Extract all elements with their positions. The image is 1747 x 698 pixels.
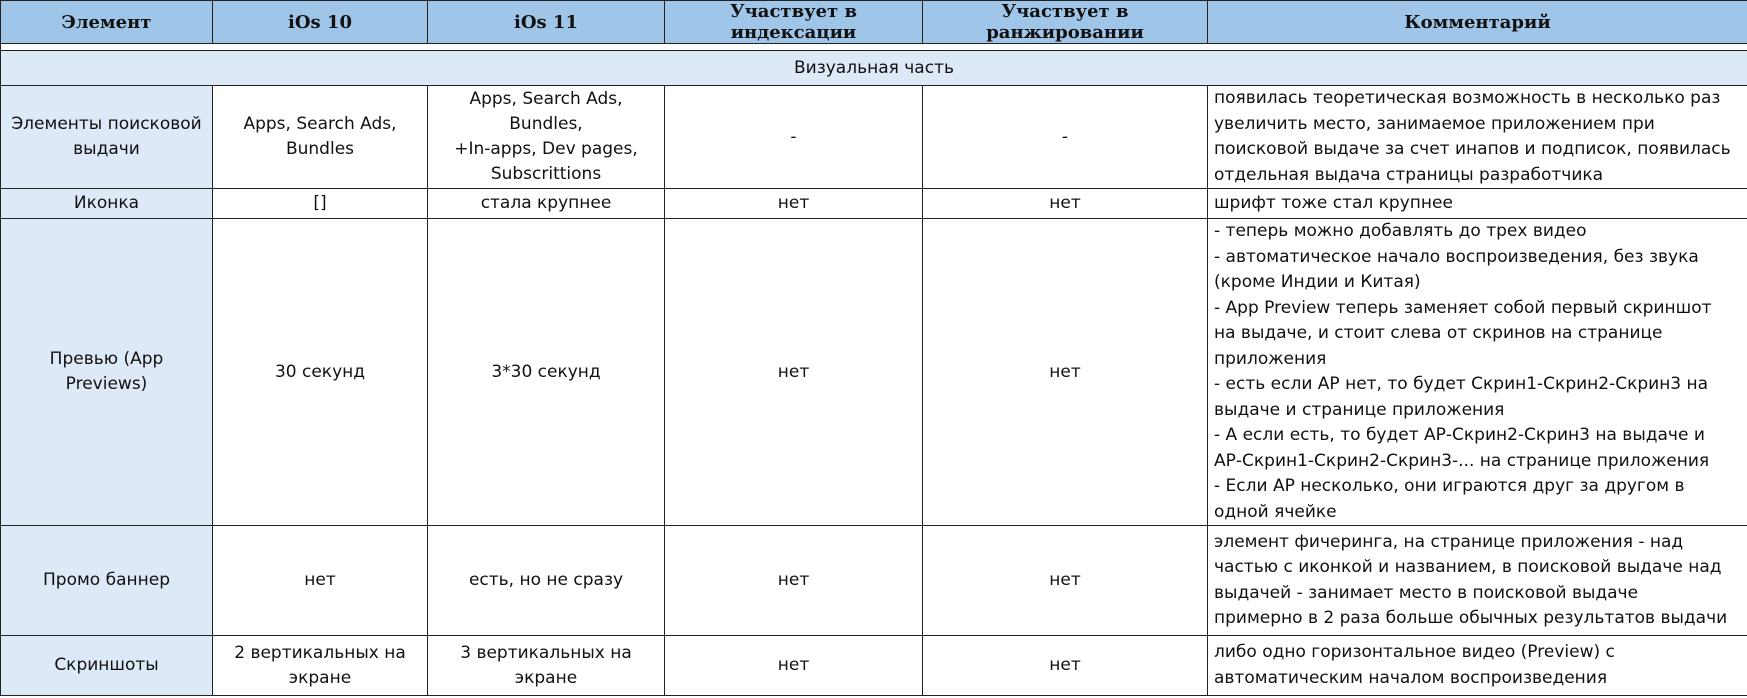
cell-indexing[interactable]: нет <box>665 526 923 636</box>
comment-line: автоматическим началом воспроизведения <box>1214 667 1608 688</box>
comment-line: на выдаче, и стоит слева от скринов на странице <box>1214 323 1663 343</box>
comment-line: отдельная выдача страницы разработчика <box>1214 164 1604 185</box>
column-header-ranking[interactable]: Участвует в ранжировании <box>923 1 1208 44</box>
cell-ranking[interactable]: нет <box>923 526 1208 636</box>
cell-line: Apps, Search Ads, <box>469 89 623 109</box>
comment-line: выдаче и странице приложения <box>1214 399 1505 420</box>
comment-line: - автоматическое начало воспроизведения, без звука <box>1214 246 1699 267</box>
cell-ranking[interactable]: нет <box>923 636 1208 696</box>
table-row <box>1 526 1747 636</box>
cell-element[interactable]: Превью (App Previews) <box>1 219 213 526</box>
cell-line: Subscrittions <box>490 164 602 184</box>
column-header-ios10[interactable]: iOs 10 <box>213 1 428 44</box>
section-row <box>1 51 1747 86</box>
comment-line: увеличить место, занимаемое приложением при <box>1214 113 1655 134</box>
cell-ios10[interactable]: 30 секунд <box>213 219 428 526</box>
cell-element[interactable]: Иконка <box>1 189 213 219</box>
cell-ranking[interactable]: нет <box>923 219 1208 526</box>
cell-ranking[interactable]: - <box>923 86 1208 189</box>
cell-ios10[interactable]: [] <box>213 189 428 219</box>
column-header-comment[interactable]: Комментарий <box>1208 1 1747 44</box>
cell-ios10[interactable]: нет <box>213 526 428 636</box>
comment-line: поисковой выдаче за счет инапов и подписок, появилась <box>1214 139 1731 159</box>
section-title-cell[interactable]: Визуальная часть <box>1 51 1747 86</box>
comment-line: одной ячейке <box>1214 501 1337 522</box>
comment-line: шрифт тоже стал крупнее <box>1214 192 1453 213</box>
cell-comment[interactable] <box>1208 636 1747 696</box>
cell-element[interactable]: Скриншоты <box>1 636 213 696</box>
comment-line: - А если есть, то будет АР-Скрин2-Скрин3 на выдаче и <box>1214 425 1705 445</box>
cell-ios11[interactable]: стала крупнее <box>428 189 665 219</box>
cell-ios11[interactable]: есть, но не сразу <box>428 526 665 636</box>
comment-line: (кроме Индии и Китая) <box>1214 272 1421 292</box>
comment-line: приложения <box>1214 348 1327 369</box>
comment-line: появилась теоретическая возможность в несколько раз <box>1214 88 1721 108</box>
comment-line: выдачей - занимает место в поисковой выдаче <box>1214 582 1639 603</box>
cell-indexing[interactable]: - <box>665 86 923 189</box>
comment-line: примерно в 2 раза больше обычных результатов выдачи <box>1214 608 1728 628</box>
comment-line: - Если АР несколько, они играются друг за другом в <box>1214 476 1685 496</box>
cell-indexing[interactable]: нет <box>665 189 923 219</box>
cell-comment[interactable] <box>1208 86 1747 189</box>
cell-comment[interactable] <box>1208 189 1747 219</box>
comment-line: - есть если АР нет, то будет Скрин1-Скрин2-Скрин3 на <box>1214 374 1709 394</box>
cell-ios10[interactable]: 2 вертикальных на экране <box>213 636 428 696</box>
cell-ios11[interactable] <box>428 86 665 189</box>
cell-comment[interactable] <box>1208 219 1747 526</box>
column-header-indexing[interactable]: Участвует в индексации <box>665 1 923 44</box>
cell-comment[interactable] <box>1208 526 1747 636</box>
comment-line: элемент фичеринга, на странице приложения - над <box>1214 531 1684 552</box>
cell-indexing[interactable]: нет <box>665 636 923 696</box>
table-row <box>1 219 1747 526</box>
header-row <box>1 1 1747 44</box>
table-row <box>1 636 1747 696</box>
cell-line: Bundles, <box>509 114 583 134</box>
cell-ios11[interactable]: 3*30 секунд <box>428 219 665 526</box>
cell-indexing[interactable]: нет <box>665 219 923 526</box>
comment-line: - теперь можно добавлять до трех видео <box>1214 221 1587 241</box>
spacer-cell <box>1 44 1747 51</box>
cell-line: +In-apps, Dev pages, <box>454 139 638 159</box>
cell-ios10[interactable]: Apps, Search Ads, Bundles <box>213 86 428 189</box>
comment-line: - App Preview теперь заменяет собой первый скриншот <box>1214 297 1712 318</box>
column-header-element[interactable]: Элемент <box>1 1 213 44</box>
spacer-row <box>1 44 1747 51</box>
comment-line: либо одно горизонтальное видео (Preview) с <box>1214 642 1615 662</box>
table-row <box>1 189 1747 219</box>
cell-ranking[interactable]: нет <box>923 189 1208 219</box>
cell-element[interactable]: Промо баннер <box>1 526 213 636</box>
cell-element[interactable]: Элементы поисковой выдачи <box>1 86 213 189</box>
column-header-ios11[interactable]: iOs 11 <box>428 1 665 44</box>
table-row <box>1 86 1747 189</box>
comment-line: АР-Скрин1-Скрин2-Скрин3-... на странице приложения <box>1214 450 1710 471</box>
cell-ios11[interactable]: 3 вертикальных на экране <box>428 636 665 696</box>
comment-line: частью с иконкой и названием, в поисковой выдаче над <box>1214 557 1722 577</box>
